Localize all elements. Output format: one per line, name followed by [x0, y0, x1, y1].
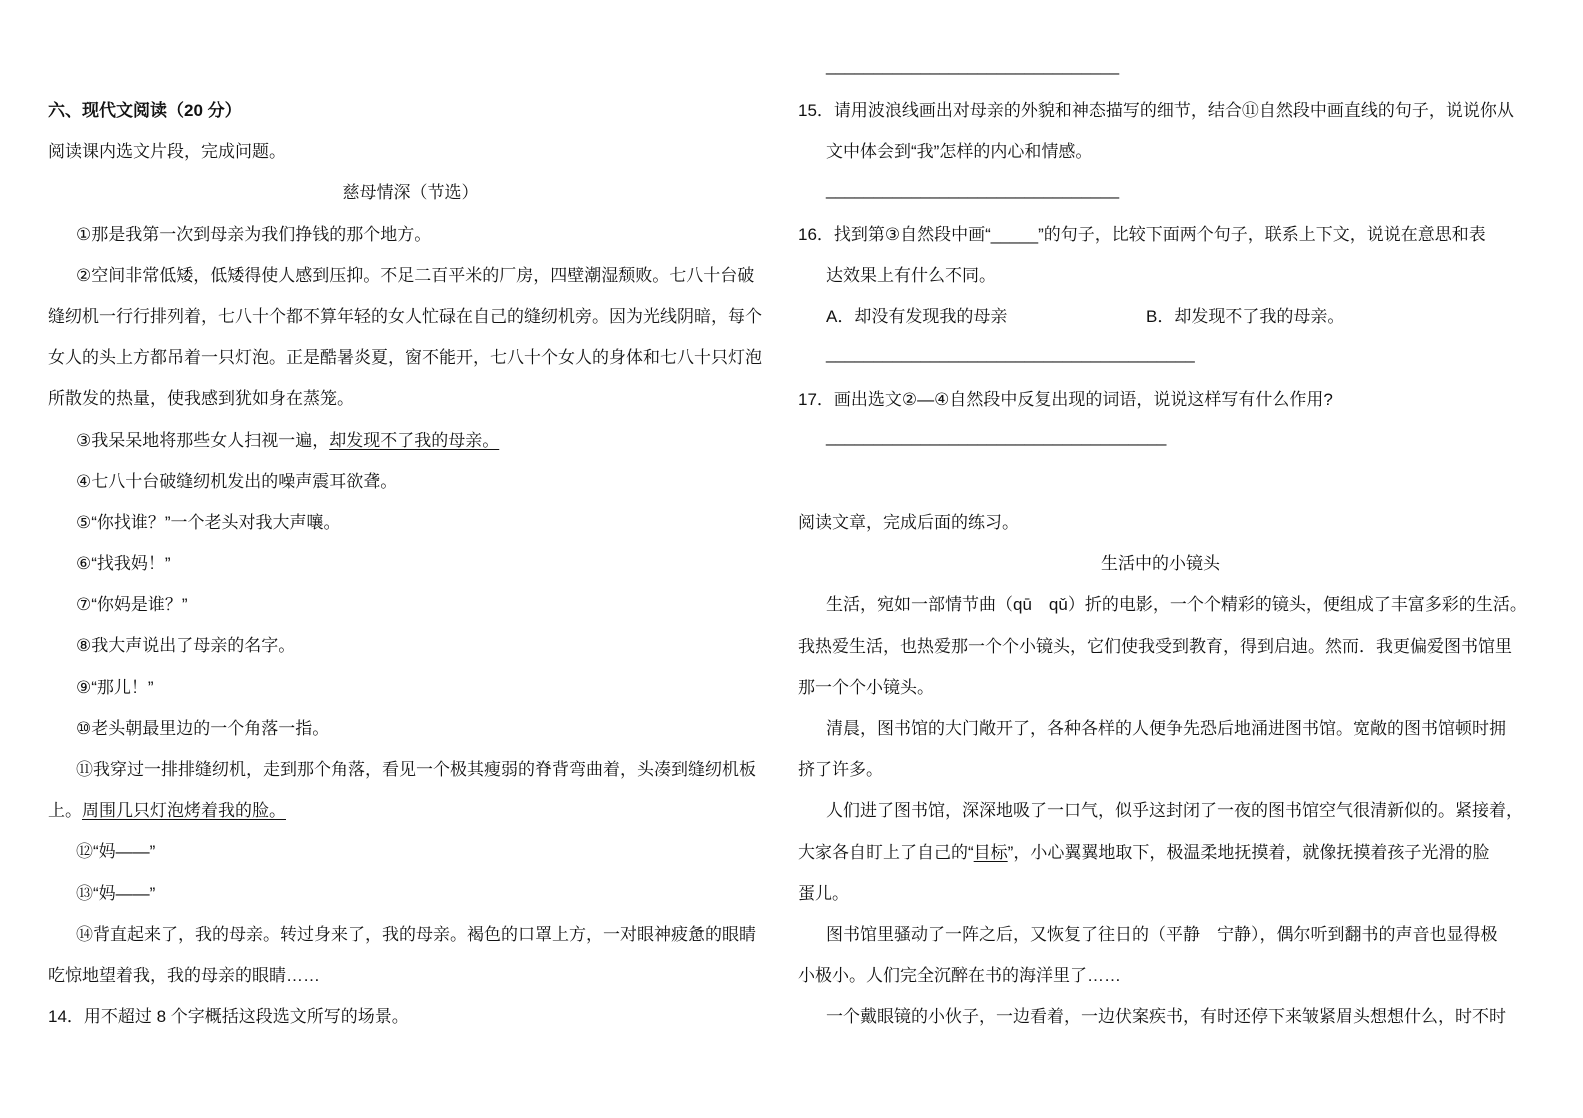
line-text: 17．画出选文②—④自然段中反复出现的词语，说说这样写有什么作用?: [798, 389, 1333, 409]
line-text: 慈母情深（节选）: [342, 183, 479, 203]
line-text: 挤了许多。: [798, 760, 883, 780]
text-line: [48, 996, 773, 1037]
text-line: [48, 749, 773, 790]
text-line: [798, 584, 1527, 625]
line-text: ⑥“找我妈！”: [76, 554, 171, 574]
line-text: 那一个个小镜头。: [798, 677, 934, 697]
line-text: ⑭背直起来了，我的母亲。转过身来了，我的母亲。褐色的口罩上方，一对眼神疲惫的眼睛: [76, 924, 756, 944]
line-text: ④七八十台破缝纫机发出的噪声震耳欲聋。: [76, 471, 398, 491]
right-column: [798, 49, 1527, 1038]
line-text: 六、现代文阅读（20 分）: [48, 101, 242, 120]
line-text: 人们进了图书馆，深深地吸了一口气，似乎这封闭了一夜的图书馆空气很清新似的。紧接着，: [826, 801, 1523, 821]
text-line: [48, 337, 773, 378]
text-line: [48, 831, 773, 872]
line-text: 小极小。人们完全沉醉在书的海洋里了……: [798, 966, 1121, 986]
answer-line[interactable]: [798, 49, 1523, 90]
text-line: [48, 625, 773, 666]
text-line: [798, 379, 1523, 420]
answer-blank: _______________________________: [826, 179, 1120, 199]
text-line: [48, 584, 773, 625]
line-text: 上。: [48, 801, 82, 821]
answer-blank: ____________________________________: [826, 426, 1167, 446]
text-line: [798, 90, 1523, 131]
text-line: [798, 996, 1523, 1037]
line-text: 所散发的热量，使我感到犹如身在蒸笼。: [48, 389, 354, 409]
underlined-text: 目标: [973, 842, 1008, 862]
line-text: 吃惊地望着我，我的母亲的眼睛……: [48, 965, 320, 985]
line-text: 女人的头上方都吊着一只灯泡。正是酷暑炎夏，窗不能开，七八十个女人的身体和七八十只灯泡: [48, 348, 762, 368]
line-text: ⑩老头朝最里边的一个角落一指。: [76, 718, 330, 738]
line-text: ①那是我第一次到母亲为我们挣钱的那个地方。: [76, 224, 432, 244]
text-line: [798, 790, 1523, 831]
option-b: B．却发现不了我的母亲。: [1146, 307, 1345, 327]
text-line: [798, 214, 1523, 255]
text-line: [48, 378, 773, 419]
answer-line[interactable]: [798, 173, 1523, 214]
line-text: 文中体会到“我”怎样的内心和情感。: [826, 142, 1093, 162]
passage-title: [48, 172, 773, 213]
line-text: 清晨，图书馆的大门敞开了，各种各样的人便争先恐后地涌进图书馆。宽敞的图书馆顿时拥: [826, 719, 1506, 738]
line-text: ⑧我大声说出了母亲的名字。: [76, 636, 296, 656]
text-line: [48, 708, 773, 749]
answer-line[interactable]: [798, 420, 1523, 461]
text-line: [798, 296, 1523, 337]
text-line: [798, 131, 1523, 172]
line-text: 生活，宛如一部情节曲（qū qǔ）折的电影，一个个精彩的镜头，便组成了丰富多彩的生活。: [826, 595, 1527, 615]
line-text: ⑬“妈——”: [76, 883, 156, 903]
text-line: [48, 296, 773, 337]
text-line: [48, 214, 773, 255]
underlined-text: 周围几只灯泡烤着我的脸。: [82, 801, 286, 821]
text-line: [798, 255, 1523, 296]
left-column: [48, 90, 773, 1037]
line-text: ⑪我穿过一排排缝纫机，走到那个角落，看见一个极其瘦弱的脊背弯曲着，头凑到缝纫机板: [76, 760, 756, 779]
line-text: 14．用不超过 8 个字概括这段选文所写的场景。: [48, 1007, 409, 1027]
line-text: ⑦“你妈是谁？”: [76, 595, 188, 615]
line-text: 达效果上有什么不同。: [826, 265, 996, 285]
text-line: [798, 461, 1523, 502]
text-line: [798, 832, 1523, 873]
text-line: [48, 955, 773, 996]
line-text: 图书馆里骚动了一阵之后，又恢复了往日的（平静 宁静），偶尔听到翻书的声音也显得极: [826, 924, 1498, 944]
line-text: 我热爱生活，也热爱那一个个小镜头，它们使我受到教育，得到启迪。然而．我更偏爱图书馆里: [798, 636, 1512, 656]
line-text: 大家各自盯上了自己的“: [798, 842, 974, 862]
text-line: [48, 667, 773, 708]
line-text: ③我呆呆地将那些女人扫视一遍，: [76, 430, 330, 450]
text-line: [48, 502, 773, 543]
text-line: [798, 914, 1523, 955]
answer-blank: _______________________________________: [826, 344, 1195, 364]
text-line: [798, 667, 1523, 708]
line-text: 15．请用波浪线画出对母亲的外貌和神态描写的细节，结合⑪自然段中画直线的句子，说说你从: [798, 101, 1514, 121]
line-text: 生活中的小镜头: [1101, 554, 1220, 574]
answer-line[interactable]: [798, 337, 1523, 378]
line-text: ⑤“你找谁？”一个老头对我大声嚷。: [76, 512, 341, 532]
line-text: 一个戴眼镜的小伙子，一边看着，一边伏案疾书，有时还停下来皱紧眉头想想什么，时不时: [826, 1007, 1506, 1027]
text-line: [48, 873, 773, 914]
line-text: 蛋儿。: [798, 883, 849, 903]
answer-blank: _______________________________: [826, 56, 1120, 75]
line-text: ⑨“那儿！”: [76, 677, 154, 697]
text-line: [48, 255, 773, 296]
line-text: 缝纫机一行行排列着，七八十个都不算年轻的女人忙碌在自己的缝纫机旁。因为光线阴暗，每个: [48, 306, 762, 326]
line-text: 16．找到第③自然段中画“_____”的句子，比较下面两个句子，联系上下文，说说在意思和表: [798, 224, 1486, 244]
text-line: [48, 461, 773, 502]
text-line: [48, 131, 773, 172]
line-text: 阅读文章，完成后面的练习。: [798, 513, 1019, 533]
text-line: [798, 502, 1523, 543]
text-line: [798, 708, 1523, 749]
option-a: A．却没有发现我的母亲: [826, 307, 1008, 327]
underlined-text: 却发现不了我的母亲。: [329, 430, 500, 450]
text-line: [798, 955, 1523, 996]
text-line: [798, 626, 1523, 667]
text-line: [798, 873, 1523, 914]
section-heading: [48, 90, 773, 131]
text-line: [798, 749, 1523, 790]
line-text: ”，小心翼翼地取下，极温柔地抚摸着，就像抚摸着孩子光滑的脸: [1007, 842, 1490, 862]
line-text: ②空间非常低矮，低矮得使人感到压抑。不足二百平米的厂房，四壁潮湿颓败。七八十台破: [76, 265, 755, 285]
text-line: [48, 543, 773, 584]
text-line: [48, 914, 773, 955]
line-text: 阅读课内选文片段，完成问题。: [48, 142, 286, 162]
line-text: ⑫“妈——”: [76, 842, 156, 862]
passage-title: [798, 543, 1523, 584]
text-line: [48, 790, 773, 831]
text-line: [48, 420, 773, 461]
